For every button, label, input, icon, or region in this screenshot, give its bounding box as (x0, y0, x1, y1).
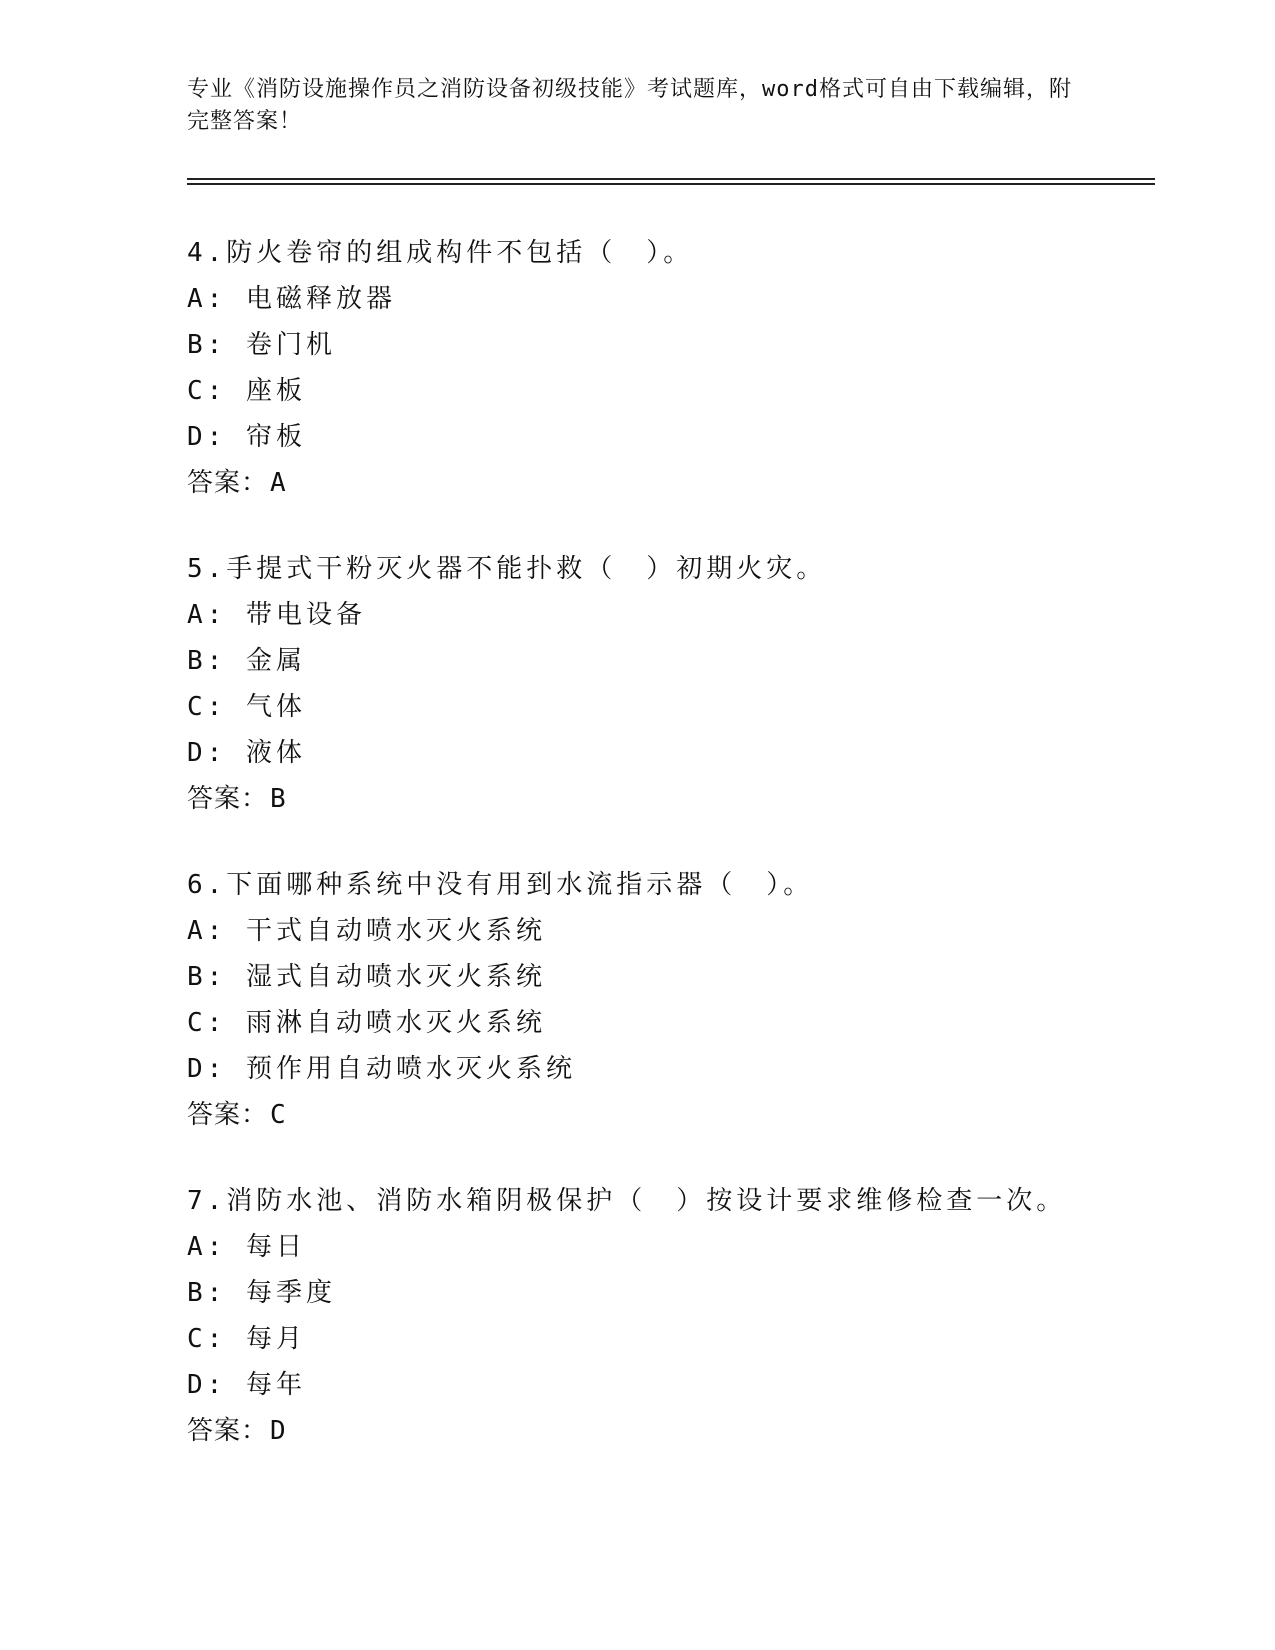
option-d: D: 帘板 (187, 422, 306, 452)
option-d: D: 每年 (187, 1370, 306, 1400)
question-6 (187, 870, 1147, 1146)
option-c: C: 气体 (187, 692, 306, 722)
option-a: A: 干式自动喷水灭火系统 (187, 916, 546, 946)
answer-label: 答案： (187, 468, 269, 498)
option-b: B: 湿式自动喷水灭火系统 (187, 962, 546, 992)
answer-line (187, 468, 1147, 514)
document-header: 专业《消防设施操作员之消防设备初级技能》考试题库，word格式可自由下载编辑，附完整答案！ (187, 77, 1072, 134)
answer-value: B (270, 784, 287, 814)
answer-label: 答案： (187, 1416, 269, 1446)
question-title: 4.防火卷帘的组成构件不包括（ ）。 (187, 238, 694, 268)
option-c: C: 座板 (187, 376, 306, 406)
question-title: 5.手提式干粉灭火器不能扑救（ ）初期火灾。 (187, 554, 827, 584)
answer-label: 答案： (187, 1100, 269, 1130)
answer-line (187, 1100, 1147, 1146)
question-title: 7.消防水池、消防水箱阴极保护（ ）按设计要求维修检查一次。 (187, 1186, 1067, 1216)
answer-value: C (270, 1100, 287, 1130)
option-d: D: 预作用自动喷水灭火系统 (187, 1054, 576, 1084)
question-7 (187, 1186, 1147, 1462)
answer-value: A (270, 468, 287, 498)
option-b: B: 每季度 (187, 1278, 336, 1308)
option-a: A: 带电设备 (187, 600, 366, 630)
question-5 (187, 554, 1147, 830)
option-c: C: 每月 (187, 1324, 306, 1354)
header-divider-top (187, 178, 1155, 180)
option-a: A: 每日 (187, 1232, 306, 1262)
option-d: D: 液体 (187, 738, 306, 768)
option-a: A: 电磁释放器 (187, 284, 396, 314)
question-4 (187, 238, 1147, 514)
answer-value: D (270, 1416, 287, 1446)
answer-line (187, 1416, 1147, 1462)
header-divider-bottom (187, 183, 1155, 185)
question-title: 6.下面哪种系统中没有用到水流指示器（ ）。 (187, 870, 814, 900)
option-b: B: 金属 (187, 646, 306, 676)
option-c: C: 雨淋自动喷水灭火系统 (187, 1008, 546, 1038)
answer-line (187, 784, 1147, 830)
option-b: B: 卷门机 (187, 330, 336, 360)
answer-label: 答案： (187, 784, 269, 814)
